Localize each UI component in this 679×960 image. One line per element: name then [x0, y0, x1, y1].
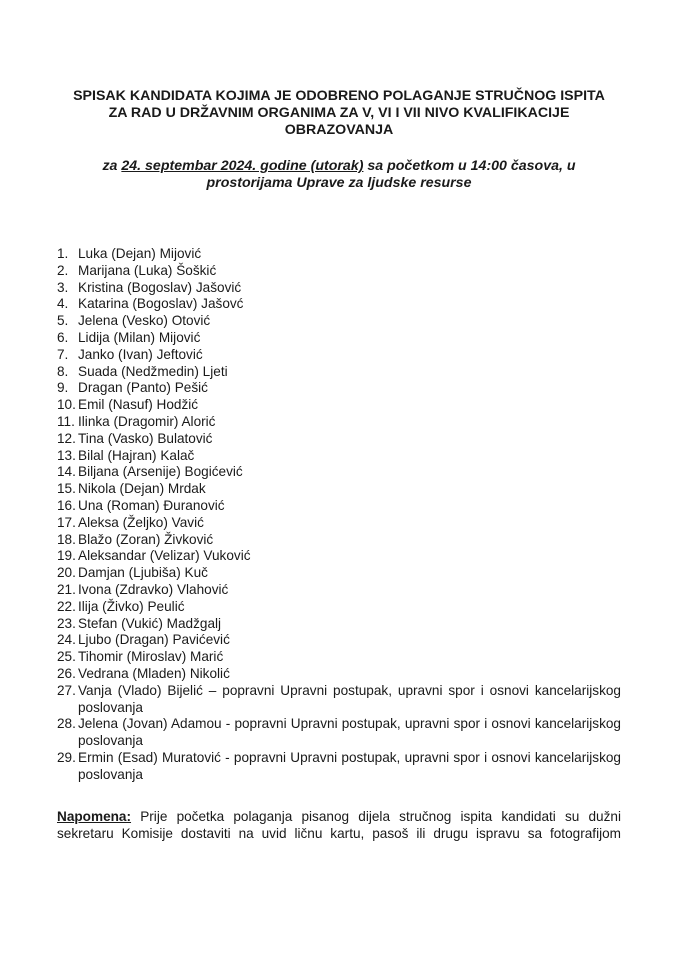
candidate-name: Ivona (Zdravko) Vlahović — [78, 581, 229, 597]
list-item — [57, 649, 621, 666]
document-title — [57, 88, 621, 139]
schedule-location: prostorijama Uprave za ljudske resurse — [206, 175, 472, 191]
item-number: 12. — [57, 430, 76, 446]
list-item — [57, 548, 621, 565]
list-item — [57, 448, 621, 465]
title-line: ZA RAD U DRŽAVNIM ORGANIMA ZA V, VI I VII NIVO KVALIFIKACIJE — [108, 105, 570, 121]
item-number: 15. — [57, 481, 76, 497]
list-item — [57, 683, 621, 717]
item-number: 21. — [57, 581, 76, 597]
schedule-line-1 — [57, 158, 621, 175]
schedule-time: sa početkom u 14:00 časova, u — [363, 158, 576, 174]
item-number: 7. — [57, 346, 69, 362]
candidate-name: Aleksandar (Velizar) Vuković — [78, 548, 251, 564]
candidate-name: Blažo (Zoran) Živković — [78, 531, 214, 547]
candidate-name: Luka (Dejan) Mijović — [78, 246, 202, 261]
candidate-name: Katarina (Bogoslav) Jašovć — [78, 296, 244, 312]
candidate-name: Jelena (Vesko) Otović — [78, 313, 211, 329]
list-item — [57, 532, 621, 549]
candidate-name: Damjan (Ljubiša) Kuč — [78, 565, 208, 581]
candidate-name: Janko (Ivan) Jeftović — [78, 346, 203, 362]
item-number: 13. — [57, 447, 76, 463]
item-number: 25. — [57, 649, 76, 665]
candidate-name: Suada (Nedžmedin) Ljeti — [78, 363, 228, 379]
candidate-name: Ilija (Živko) Peulić — [78, 598, 185, 614]
candidate-list — [57, 246, 621, 784]
list-item — [57, 515, 621, 532]
candidate-name: Nikola (Dejan) Mrdak — [78, 481, 206, 497]
item-number: 10. — [57, 397, 76, 413]
list-item — [57, 296, 621, 313]
candidate-name: Vanja (Vlado) Bijelić – popravni Upravni postupak, upravni spor i osnovi kancelarijskog poslovanja — [78, 682, 621, 715]
list-item — [57, 280, 621, 297]
item-number: 18. — [57, 531, 76, 547]
item-number: 17. — [57, 514, 76, 530]
candidate-name: Vedrana (Mladen) Nikolić — [78, 665, 230, 681]
candidate-name: Bilal (Hajran) Kalač — [78, 447, 195, 463]
item-number: 29. — [57, 749, 76, 765]
title-line: SPISAK KANDIDATA KOJIMA JE ODOBRENO POLAGANJE STRUČNOG ISPITA — [73, 88, 605, 104]
item-number: 5. — [57, 313, 69, 329]
item-number: 4. — [57, 296, 69, 312]
candidate-name: Tihomir (Miroslav) Marić — [78, 649, 224, 665]
list-item — [57, 330, 621, 347]
list-item — [57, 498, 621, 515]
item-number: 16. — [57, 497, 76, 513]
candidate-name: Jelena (Jovan) Adamou - popravni Upravni postupak, upravni spor i osnovi kancelarijskog poslovanja — [78, 716, 621, 749]
item-number: 3. — [57, 279, 69, 295]
item-number: 9. — [57, 380, 69, 396]
list-item — [57, 750, 621, 784]
note-paragraph — [57, 809, 621, 843]
list-item — [57, 313, 621, 330]
item-number: 28. — [57, 716, 76, 732]
item-number: 27. — [57, 682, 76, 698]
list-item — [57, 380, 621, 397]
candidate-name: Lidija (Milan) Mijović — [78, 329, 201, 345]
note-label: Napomena: — [57, 809, 132, 824]
candidate-name: Una (Roman) Đuranović — [78, 497, 225, 513]
list-item — [57, 414, 621, 431]
item-number: 26. — [57, 665, 76, 681]
list-item — [57, 582, 621, 599]
list-item — [57, 716, 621, 750]
candidate-name: Tina (Vasko) Bulatović — [78, 430, 213, 446]
list-item — [57, 263, 621, 280]
candidate-name: Aleksa (Željko) Vavić — [78, 514, 204, 530]
candidate-name: Emil (Nasuf) Hodžić — [78, 397, 199, 413]
list-item — [57, 364, 621, 381]
candidate-name: Dragan (Panto) Pešić — [78, 380, 208, 396]
list-item — [57, 666, 621, 683]
candidate-name: Biljana (Arsenije) Bogićević — [78, 464, 243, 480]
list-item — [57, 431, 621, 448]
candidate-name: Marijana (Luka) Šoškić — [78, 262, 217, 278]
item-number: 14. — [57, 464, 76, 480]
list-item — [57, 616, 621, 633]
item-number: 1. — [57, 246, 69, 261]
exam-schedule — [57, 158, 621, 192]
candidate-name: Ilinka (Dragomir) Alorić — [78, 413, 216, 429]
item-number: 2. — [57, 262, 69, 278]
list-item — [57, 464, 621, 481]
item-number: 20. — [57, 565, 76, 581]
list-item — [57, 599, 621, 616]
list-item — [57, 565, 621, 582]
list-item — [57, 632, 621, 649]
list-item — [57, 397, 621, 414]
list-item — [57, 246, 621, 263]
candidate-name: Stefan (Vukić) Madžgalj — [78, 615, 222, 631]
item-number: 23. — [57, 615, 76, 631]
candidate-name: Ljubo (Dragan) Pavićević — [78, 632, 230, 648]
candidate-name: Kristina (Bogoslav) Jašović — [78, 279, 242, 295]
item-number: 11. — [57, 413, 75, 429]
item-number: 24. — [57, 632, 76, 648]
item-number: 8. — [57, 363, 69, 379]
exam-date: 24. septembar 2024. godine (utorak) — [121, 158, 364, 174]
schedule-prefix: za — [102, 158, 122, 174]
item-number: 22. — [57, 598, 76, 614]
list-item — [57, 481, 621, 498]
title-line: OBRAZOVANJA — [284, 122, 394, 138]
note-text: Prije početka polaganja pisanog dijela stručnog ispita kandidati su dužni sekretaru Komisije dostaviti na uvid ličnu kartu, pasoš ili drugu ispravu sa fotografijom — [57, 809, 621, 841]
candidate-name: Ermin (Esad) Muratović - popravni Upravni postupak, upravni spor i osnovi kancelarijskog poslovanja — [78, 749, 621, 782]
list-item — [57, 347, 621, 364]
item-number: 6. — [57, 329, 69, 345]
item-number: 19. — [57, 548, 76, 564]
